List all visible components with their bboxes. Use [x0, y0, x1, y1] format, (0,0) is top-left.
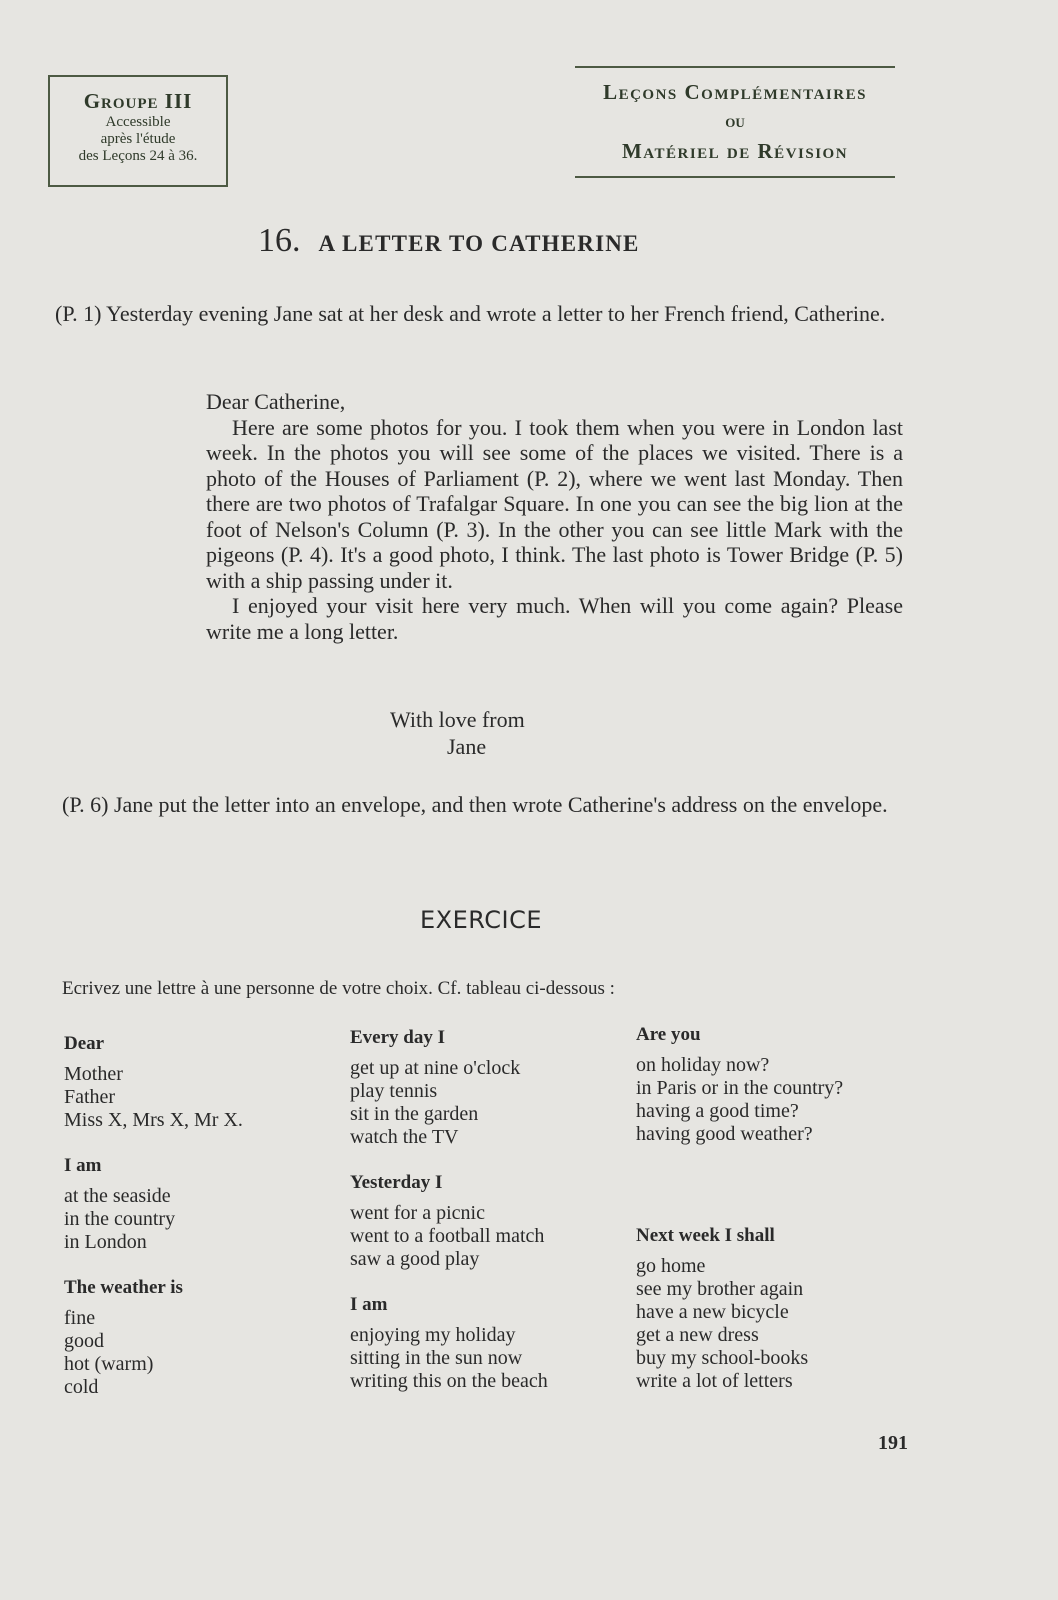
phrase-item: fine	[64, 1307, 96, 1329]
phrase-item: writing this on the beach	[350, 1370, 548, 1392]
phrase-item: Mother	[64, 1063, 123, 1085]
phrase-item: play tennis	[350, 1080, 438, 1102]
phrase-item: buy my school-books	[636, 1347, 809, 1369]
phrase-item: Father	[64, 1086, 116, 1108]
lecons-line-2: ou	[725, 111, 745, 132]
paragraph-1: (P. 1) Yesterday evening Jane sat at her desk and wrote a letter to her French friend, Catherine.	[55, 301, 886, 326]
phrase-item: at the seaside	[64, 1185, 171, 1207]
phrase-item: hot (warm)	[64, 1353, 154, 1375]
phrase-item: in London	[64, 1231, 147, 1253]
exercice-heading: EXERCICE	[420, 906, 543, 934]
phrase-item: go home	[636, 1255, 706, 1277]
lesson-number: 16.	[258, 222, 301, 259]
group-heading: I am	[64, 1155, 102, 1176]
phrase-item: get up at nine o'clock	[350, 1057, 521, 1079]
paragraph-6: (P. 6) Jane put the letter into an envelope, and then wrote Catherine's address on the envelope.	[62, 792, 888, 817]
phrase-group	[350, 1026, 548, 1149]
groupe-line: après l'étude	[100, 131, 176, 147]
phrase-item: having a good time?	[636, 1100, 799, 1122]
letter-paragraph: I enjoyed your visit here very much. When will you come again? Please write me a long letter.	[206, 593, 903, 644]
group-heading: The weather is	[64, 1277, 183, 1298]
phrase-item: saw a good play	[350, 1248, 480, 1270]
phrase-group	[64, 1154, 243, 1254]
phrase-group	[636, 1023, 843, 1146]
phrase-item: in the country	[64, 1208, 176, 1230]
group-heading: Are you	[636, 1024, 701, 1045]
exercice-column	[64, 1032, 243, 1421]
group-heading: Every day I	[350, 1027, 445, 1048]
phrase-item: on holiday now?	[636, 1054, 770, 1076]
phrase-item: good	[64, 1330, 104, 1352]
letter-greeting: Dear Catherine,	[206, 389, 346, 414]
phrase-item: went to a football match	[350, 1225, 545, 1247]
phrase-group	[64, 1032, 243, 1132]
phrase-item: enjoying my holiday	[350, 1324, 516, 1346]
groupe-line: des Leçons 24 à 36.	[78, 148, 198, 164]
phrase-group	[350, 1293, 548, 1393]
phrase-item: Miss X, Mrs X, Mr X.	[64, 1109, 243, 1131]
group-heading: Dear	[64, 1033, 105, 1054]
phrase-item: write a lot of letters	[636, 1370, 793, 1392]
letter-paragraph: Here are some photos for you. I took them when you were in London last week. In the photos you will see some of the places we visited. There is a photo of the Houses of Parliament (P. 2), where we went last Monday. Then there are two photos of Trafalgar Square. In one you can see the big lion at the foot of Nelson's Column (P. 3). In the other you can see little Mark with the pigeons (P. 4). It's a good photo, I think. The last photo is Tower Bridge (P. 5) with a ship passing under it.	[206, 414, 903, 593]
lecons-line-1: Leçons Complémentaires	[603, 80, 867, 104]
phrase-group	[636, 1224, 843, 1393]
phrase-item: watch the TV	[350, 1126, 459, 1148]
phrase-item: get a new dress	[636, 1324, 759, 1346]
exercice-column	[350, 1026, 548, 1415]
letter-signature: Jane	[447, 734, 487, 759]
group-heading: Yesterday I	[350, 1172, 443, 1193]
letter-closing: With love from	[390, 707, 525, 732]
lecons-line-3: Matériel de Révision	[621, 139, 849, 163]
phrase-item: sitting in the sun now	[350, 1347, 523, 1369]
phrase-group	[350, 1171, 548, 1271]
letter	[206, 389, 903, 644]
phrase-item: see my brother again	[636, 1278, 804, 1300]
groupe-title: Groupe III	[83, 89, 193, 113]
phrase-item: in Paris or in the country?	[636, 1077, 844, 1099]
group-heading: Next week I shall	[636, 1225, 775, 1246]
phrase-item: having good weather?	[636, 1123, 813, 1145]
phrase-group	[64, 1276, 243, 1399]
group-heading: I am	[350, 1294, 388, 1315]
phrase-item: have a new bicycle	[636, 1301, 789, 1323]
exercice-instruction: Ecrivez une lettre à une personne de votre choix. Cf. tableau ci-dessous :	[62, 978, 615, 999]
phrase-item: sit in the garden	[350, 1103, 479, 1125]
groupe-box	[48, 75, 228, 187]
exercice-column	[636, 1023, 843, 1415]
groupe-line: Accessible	[105, 114, 171, 130]
phrase-item: cold	[64, 1376, 99, 1398]
page-number: 191	[878, 1432, 908, 1454]
lecons-header	[575, 66, 895, 178]
phrase-item: went for a picnic	[350, 1202, 485, 1224]
lesson-name: A LETTER TO CATHERINE	[318, 231, 640, 256]
lesson-title	[258, 222, 640, 260]
letter-signoff	[390, 706, 525, 760]
